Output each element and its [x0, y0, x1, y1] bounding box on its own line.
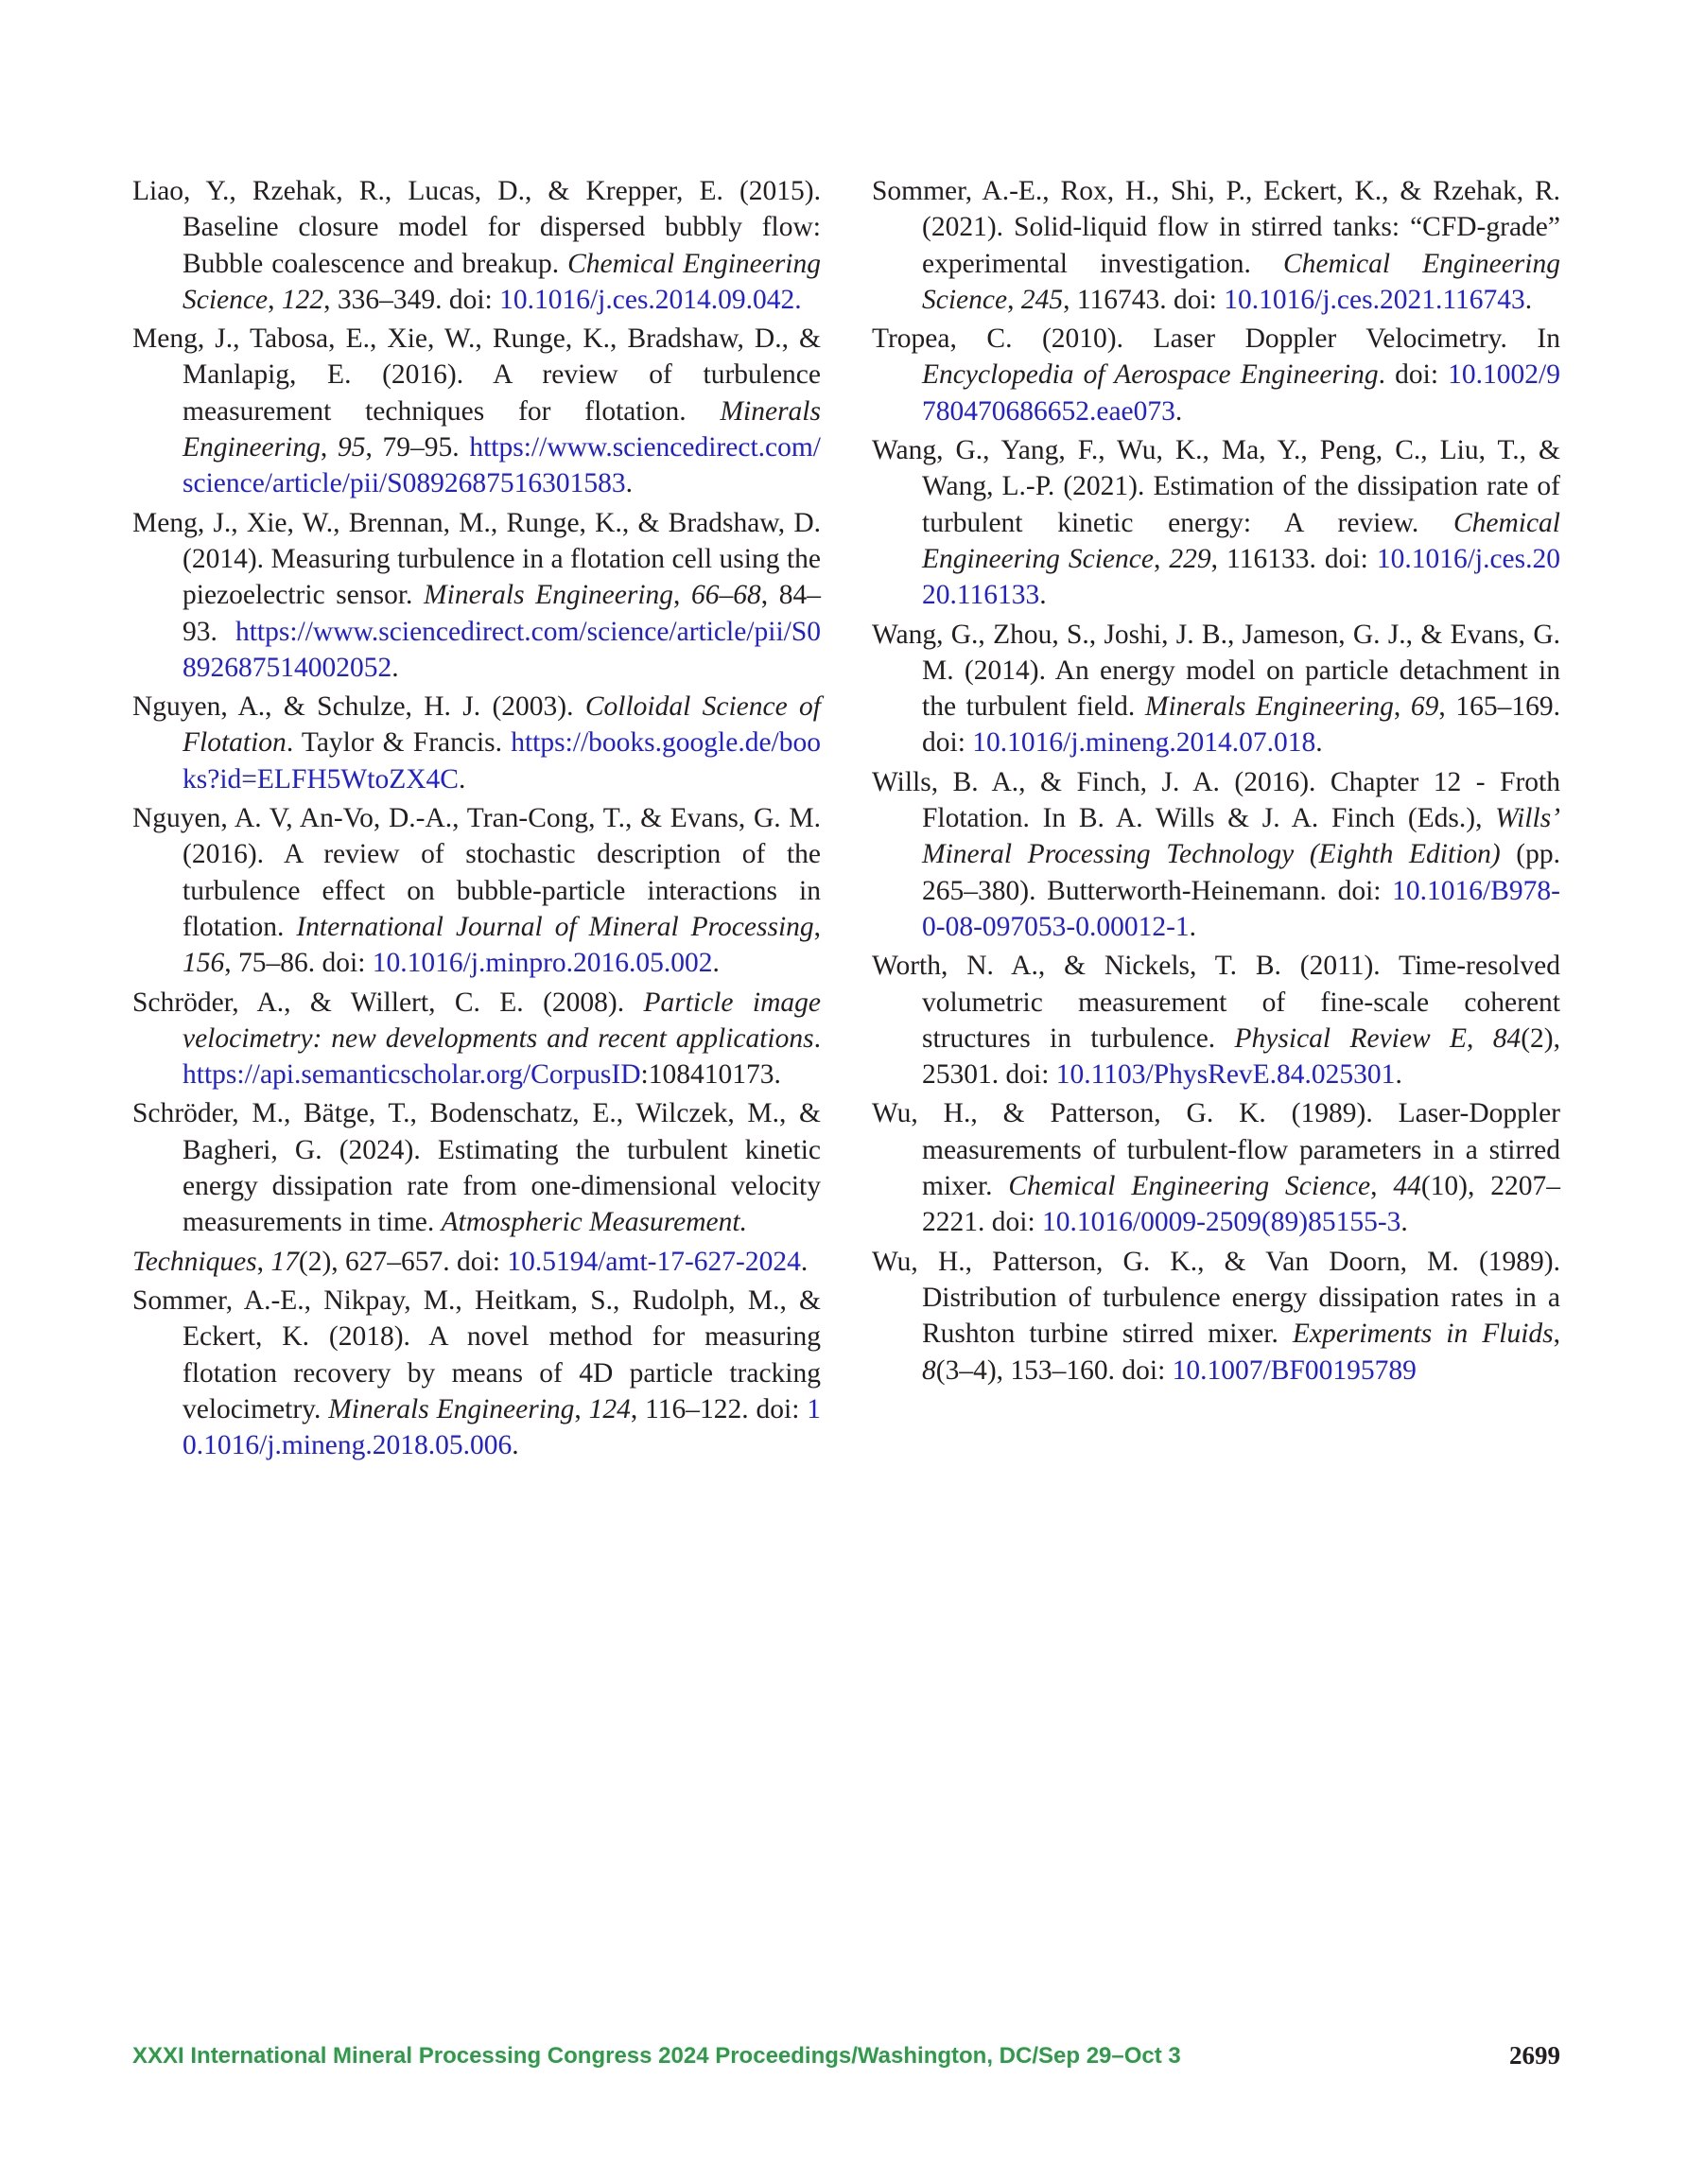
- reference-text: Schröder, A., & Willert, C. E. (2008).: [132, 987, 644, 1018]
- reference-italic-text: 95: [337, 432, 366, 463]
- reference-text: .: [1315, 727, 1323, 759]
- reference-italic-text: 44: [1393, 1171, 1421, 1202]
- reference-text: . Taylor & Francis.: [286, 727, 512, 759]
- reference-entry: [872, 1244, 1560, 1389]
- reference-text: Liao, Y., Rzehak, R., Lucas, D., & Krepper, E. (2015). Baseline closure model for dispersed bubbly flow: Bubble coalescence and breakup.: [132, 176, 821, 279]
- references-right-column: [872, 173, 1560, 1391]
- reference-text: Tropea, C. (2010). Laser Doppler Velocimetry. In: [872, 323, 1560, 355]
- reference-italic-text: 124: [588, 1393, 631, 1424]
- reference-entry: [872, 1095, 1560, 1240]
- reference-text: .: [1524, 284, 1533, 315]
- reference-text: .: [1174, 395, 1183, 427]
- reference-italic-text: 8: [922, 1354, 936, 1386]
- reference-text: (pp. 265–380). Butterworth-Heinemann. doi:: [922, 839, 1560, 906]
- reference-italic-text: Colloidal Science of Flotation: [183, 691, 821, 759]
- footer-page-number: 2699: [1509, 2041, 1560, 2070]
- reference-text: Sommer, A.-E., Nikpay, M., Heitkam, S., Rudolph, M., & Eckert, K. (2018). A novel method for measuring flotation recovery by means of 4D particle tracking velocimetry.: [132, 1284, 821, 1424]
- reference-text: .: [712, 948, 720, 979]
- reference-text: Nguyen, A. V, An-Vo, D.-A., Tran-Cong, T., & Evans, G. M. (2016). A review of stochastic description of the turbulence effect on bubble-particle interactions in flotation.: [132, 803, 821, 942]
- reference-text: , 336–349. doi:: [323, 284, 500, 315]
- reference-text: , 116743. doi:: [1063, 284, 1225, 315]
- reference-link[interactable]: 10.1016/j.ces.2021.116743: [1224, 284, 1525, 315]
- reference-entry: [872, 948, 1560, 1092]
- reference-italic-text: 17: [270, 1246, 299, 1277]
- reference-entry: [872, 432, 1560, 613]
- reference-entry: [872, 173, 1560, 318]
- reference-text: Wang, G., Zhou, S., Joshi, J. B., Jameson, G. J., & Evans, G. M. (2014). An energy model on particle detachment in the turbulent field.: [872, 619, 1560, 723]
- reference-text: Wu, H., Patterson, G. K., & Van Doorn, M. (1989). Distribution of turbulence energy dissipation rates in a Rushton turbine stirred mixer.: [872, 1246, 1560, 1350]
- reference-italic-text: 245: [1020, 284, 1064, 315]
- reference-italic-text: Techniques: [132, 1246, 257, 1277]
- reference-text: ,: [673, 580, 692, 611]
- reference-text: ,: [1393, 691, 1411, 723]
- reference-link[interactable]: 10.1016/j.ces.2020.116133: [922, 543, 1560, 611]
- reference-text: :108410173.: [640, 1059, 781, 1091]
- reference-text: Schröder, M., Bätge, T., Bodenschatz, E., Wilczek, M., & Bagheri, G. (2024). Estimating the turbulent kinetic energy dissipation rate from one-dimensional velocity measurements in time.: [132, 1098, 821, 1238]
- reference-italic-text: Minerals Engineering: [328, 1393, 575, 1424]
- reference-link[interactable]: 10.5194/amt-17-627-2024: [507, 1246, 801, 1277]
- reference-text: .: [625, 468, 634, 499]
- reference-text: .: [1395, 1059, 1402, 1091]
- reference-text: ,: [1467, 1022, 1493, 1054]
- reference-text: , 84–93.: [183, 580, 822, 647]
- reference-text: Wang, G., Yang, F., Wu, K., Ma, Y., Peng, C., Liu, T., & Wang, L.-P. (2021). Estimation of the dissipation rate of turbulent kinetic energy: A review.: [872, 435, 1560, 538]
- reference-italic-text: Chemical Engineering Science: [183, 248, 821, 315]
- reference-entry: [872, 764, 1560, 945]
- reference-text: .: [800, 1246, 809, 1277]
- reference-entry: [872, 617, 1560, 761]
- reference-italic-text: 69: [1410, 691, 1439, 723]
- reference-italic-text: Chemical Engineering Science: [922, 248, 1560, 315]
- reference-italic-text: Minerals Engineering: [1144, 691, 1394, 723]
- reference-link[interactable]: 10.1016/j.mineng.2014.07.018: [972, 727, 1316, 759]
- reference-italic-text: Minerals Engineering: [183, 395, 821, 463]
- reference-entry: [132, 1244, 821, 1280]
- reference-italic-text: Wills’ Mineral Processing Technology (Eighth Edition): [922, 803, 1560, 870]
- reference-text: , 79–95.: [365, 432, 470, 463]
- reference-entry: [132, 1095, 821, 1240]
- reference-link[interactable]: 10.1002/9780470686652.eae073: [922, 359, 1560, 427]
- reference-italic-text: International Journal of Mineral Processing: [296, 911, 814, 942]
- reference-text: ,: [1370, 1171, 1394, 1202]
- reference-link[interactable]: https://www.sciencedirect.com/science/article/pii/S0892687516301583: [183, 432, 822, 499]
- reference-text: (2), 627–657. doi:: [298, 1246, 508, 1277]
- reference-italic-text: Chemical Engineering Science: [1008, 1171, 1371, 1202]
- reference-text: Wills, B. A., & Finch, J. A. (2016). Chapter 12 - Froth Flotation. In B. A. Wills & J. A. Finch (Eds.),: [872, 766, 1560, 834]
- reference-italic-text: Chemical Engineering Science: [922, 507, 1560, 574]
- reference-text: ,: [320, 432, 338, 463]
- reference-italic-text: 66–68: [691, 580, 761, 611]
- reference-entry: [132, 985, 821, 1093]
- reference-link[interactable]: https://api.semanticscholar.org/CorpusID: [183, 1059, 641, 1091]
- reference-italic-text: Particle image velocimetry: new developments and recent applications: [183, 987, 821, 1054]
- reference-text: ,: [1007, 284, 1021, 315]
- reference-link[interactable]: 10.1016/j.ces.2014.09.042.: [499, 284, 802, 315]
- reference-entry: [132, 689, 821, 797]
- reference-text: , 116133. doi:: [1210, 543, 1377, 574]
- reference-text: (3–4), 153–160. doi:: [935, 1354, 1173, 1386]
- reference-text: Sommer, A.-E., Rox, H., Shi, P., Eckert, K., & Rzehak, R. (2021). Solid-liquid flow in stirred tanks: “CFD-grade” experimental investigation.: [872, 176, 1560, 279]
- reference-text: (10), 2207–2221. doi:: [922, 1171, 1560, 1238]
- reference-italic-text: 229: [1169, 543, 1211, 574]
- reference-text: .: [512, 1430, 519, 1461]
- reference-entry: [132, 505, 821, 686]
- reference-italic-text: Physical Review E: [1234, 1022, 1467, 1054]
- reference-text: Worth, N. A., & Nickels, T. B. (2011). Time-resolved volumetric measurement of fine-scale coherent structures in turbulence.: [872, 951, 1560, 1054]
- reference-link[interactable]: 10.1016/0009-2509(89)85155-3: [1042, 1207, 1401, 1238]
- reference-link[interactable]: https://books.google.de/books?id=ELFH5WtoZX4C: [183, 727, 821, 795]
- reference-text: ,: [256, 1246, 271, 1277]
- reference-text: .: [1189, 911, 1197, 942]
- reference-link[interactable]: 10.1103/PhysRevE.84.025301: [1055, 1059, 1396, 1091]
- reference-link[interactable]: 10.1016/B978-0-08-097053-0.00012-1: [922, 875, 1560, 942]
- reference-text: .: [458, 763, 466, 795]
- reference-entry: [132, 1283, 821, 1463]
- reference-text: , 116–122. doi:: [630, 1393, 808, 1424]
- reference-entry: [132, 800, 821, 981]
- reference-italic-text: Minerals Engineering: [424, 580, 674, 611]
- reference-link[interactable]: 10.1016/j.mineng.2018.05.006: [183, 1393, 821, 1461]
- reference-text: , 75–86. doi:: [224, 948, 373, 979]
- reference-text: ,: [268, 284, 282, 315]
- reference-link[interactable]: https://www.sciencedirect.com/science/article/pii/S0892687514002052: [183, 616, 821, 683]
- reference-text: .: [813, 1022, 821, 1054]
- reference-italic-text: Experiments in Fluids: [1292, 1319, 1554, 1350]
- reference-text: , 165–169. doi:: [922, 691, 1561, 759]
- reference-entry: [132, 321, 821, 501]
- reference-entry: [872, 321, 1560, 429]
- reference-text: (2), 25301. doi:: [922, 1022, 1560, 1091]
- reference-text: ,: [1553, 1319, 1560, 1350]
- reference-text: .: [391, 652, 399, 683]
- reference-text: Meng, J., Xie, W., Brennan, M., Runge, K., & Bradshaw, D. (2014). Measuring turbulence in a flotation cell using the piezoelectric sensor.: [132, 507, 821, 611]
- reference-text: Nguyen, A., & Schulze, H. J. (2003).: [132, 691, 585, 723]
- reference-italic-text: Encyclopedia of Aerospace Engineering: [922, 359, 1379, 391]
- references-left-column: [132, 173, 821, 1466]
- reference-text: .: [1039, 580, 1047, 611]
- footer-conference-title: XXXI International Mineral Processing Congress 2024 Proceedings/Washington, DC/Sep 29–Oct 3: [132, 2043, 1181, 2069]
- reference-text: ,: [574, 1393, 589, 1424]
- reference-text: Wu, H., & Patterson, G. K. (1989). Laser-Doppler measurements of turbulent-flow parameters in a stirred mixer.: [872, 1098, 1560, 1202]
- reference-link[interactable]: 10.1007/BF00195789: [1172, 1354, 1417, 1386]
- reference-italic-text: 84: [1492, 1022, 1522, 1054]
- reference-text: . doi:: [1378, 359, 1449, 391]
- reference-italic-text: 156: [183, 948, 225, 979]
- reference-italic-text: Atmospheric Measurement.: [441, 1207, 747, 1238]
- reference-link[interactable]: 10.1016/j.minpro.2016.05.002: [372, 948, 713, 979]
- reference-text: ,: [1153, 543, 1170, 574]
- reference-italic-text: 122: [281, 284, 324, 315]
- reference-text: ,: [813, 911, 822, 942]
- page-footer: [132, 2043, 1560, 2081]
- reference-text: .: [1400, 1207, 1408, 1238]
- reference-text: Meng, J., Tabosa, E., Xie, W., Runge, K., Bradshaw, D., & Manlapig, E. (2016). A review of turbulence measurement techniques for flotation.: [132, 323, 821, 427]
- reference-entry: [132, 173, 821, 318]
